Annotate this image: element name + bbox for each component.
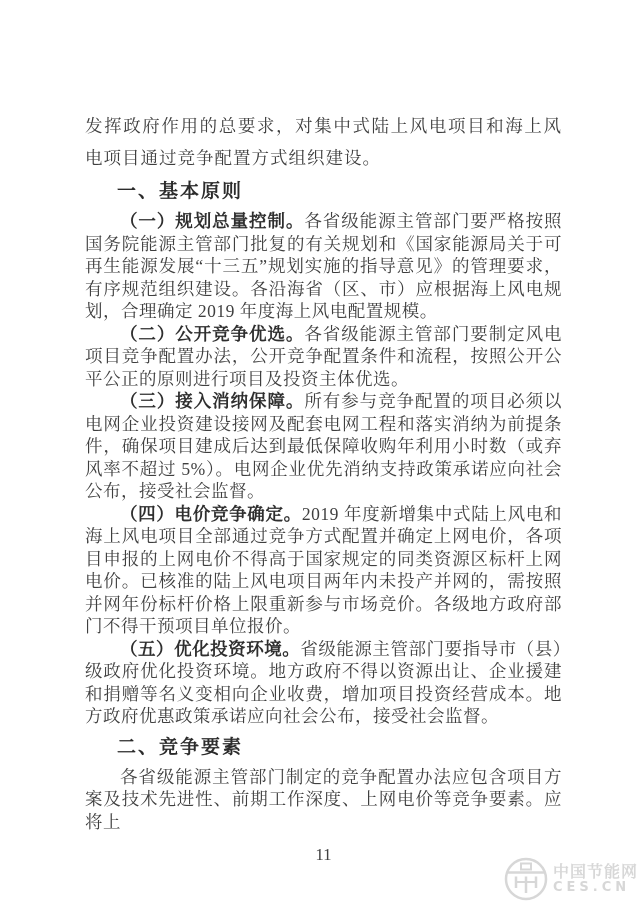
paragraph-text: 各省级能源主管部门要制定风电项目竞争配置办法，公开竞争配置条件和流程，按照公开公平公正的原则进行项目及投资主体优选。 [85, 323, 563, 389]
paragraph-planning-control [85, 210, 562, 323]
paragraph-text: 所有参与竞争配置的项目必须以电网企业投资建设接网及配套电网工程和落实消纳为前提条件，确保项目建成后达到最低保障收购年利用小时数（或弃风率不超过 5%）。电网企业优先消纳支持政策承诺应向社会公布，接受社会监督。 [85, 391, 563, 501]
paragraph-lead: （五）优化投资环境。 [120, 638, 301, 659]
paragraph-text: 各省级能源主管部门要严格按照国务院能源主管部门批复的有关规划和《国家能源局关于可再生能源发展“十三五”规划实施的指导意见》的管理要求，有序规范组织建设。各沿海省（区、市）应根据海上风电规划，合理确定 2019 年度海上风电配置规模。 [85, 211, 563, 321]
document-content [85, 110, 562, 865]
watermark-text [553, 863, 638, 895]
paragraph-text: 2019 年度新增集中式陆上风电和海上风电项目全部通过竞争方式配置并确定上网电价，各项目申报的上网电价不得高于国家规定的同类资源区标杆上网电价。已核准的陆上风电项目两年内未投产并网的，需按照并网年份标杆价格上限重新参与市场竞价。各级地方政府部门不得干预项目单位报价。 [85, 503, 562, 636]
paragraph-investment-environment [85, 638, 562, 728]
ces-logo-icon [502, 855, 550, 903]
paragraph-lead: （四）电价竞争确定。 [120, 503, 302, 524]
section-heading-basic-principles: 一、基本原则 [117, 180, 244, 202]
paragraph-lead: （三）接入消纳保障。 [120, 391, 305, 411]
paragraph-grid-connection [85, 390, 562, 503]
paragraph-price-competition [85, 503, 562, 638]
watermark-site-name: 中国节能网 [552, 862, 638, 882]
paragraph-text: 各省级能源主管部门制定的竞争配置办法应包含项目方案及技术先进性、前期工作深度、上网电价等竞争要素。应将上 [85, 766, 562, 832]
paragraph-open-competition [85, 323, 562, 391]
paragraph-lead: （一）规划总量控制。 [120, 211, 305, 231]
paragraph-competition-factors [85, 766, 562, 834]
paragraph-lead: （二）公开竞争优选。 [120, 323, 305, 344]
section-heading-competition-factors: 二、竞争要素 [117, 735, 244, 758]
watermark [502, 855, 638, 903]
intro-paragraph: 发挥政府作用的总要求，对集中式陆上风电项目和海上风电项目通过竞争配置方式组织建设。 [85, 116, 562, 168]
paragraph-text: 省级能源主管部门要指导市（县）级政府优化投资环境。地方政府不得以资源出让、企业援建和捐赠等名义变相向企业收费，增加项目投资经营成本。地方政府优惠政策承诺应向社会公布，接受社会监督。 [85, 638, 562, 726]
page-number: 11 [315, 845, 332, 864]
watermark-site-url: CES.CN [552, 879, 631, 895]
